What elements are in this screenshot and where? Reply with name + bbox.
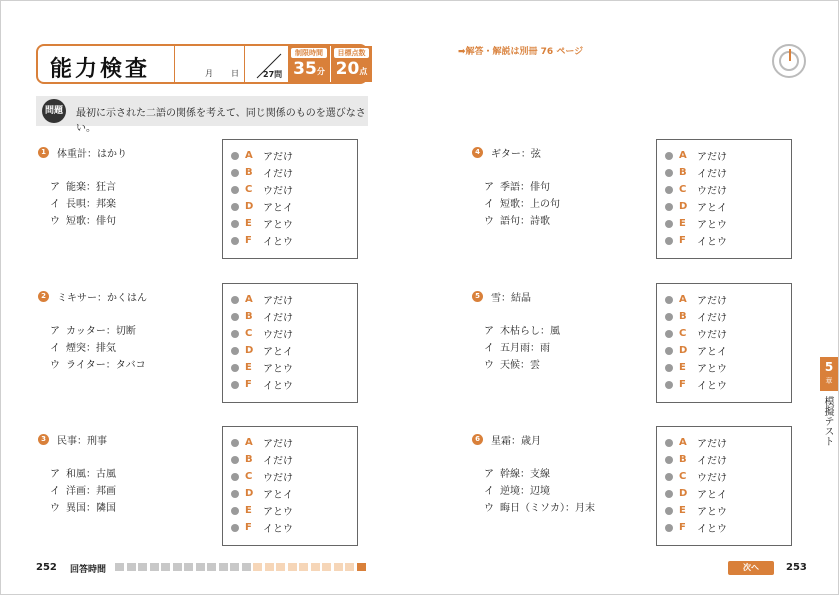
next-button[interactable]: 次へ — [728, 561, 774, 575]
radio-bullet-icon[interactable] — [231, 220, 239, 228]
time-bar-segment — [219, 563, 228, 571]
question-text: 民事：刑事 — [57, 436, 107, 447]
radio-bullet-icon[interactable] — [665, 313, 673, 321]
answer-choice[interactable] — [665, 451, 791, 468]
option-text: 異国：隣国 — [66, 503, 116, 514]
time-bar-segment — [184, 563, 193, 571]
answer-choice[interactable] — [665, 215, 791, 232]
choice-text: イとウ — [697, 381, 727, 392]
right-page-number: 253 — [786, 562, 807, 573]
choice-letter: E — [679, 505, 686, 516]
choice-letter: A — [245, 294, 253, 305]
answer-choices — [656, 139, 792, 259]
time-bar-segment — [207, 563, 216, 571]
answer-reference: ➡解答・解説は別冊 76 ページ — [458, 47, 584, 57]
choice-letter: F — [245, 379, 252, 390]
question-prompt — [472, 432, 541, 447]
question-text: ミキサー：かくはん — [57, 293, 147, 304]
choice-text: アだけ — [263, 439, 293, 450]
radio-bullet-icon[interactable] — [665, 507, 673, 515]
score-field — [244, 46, 288, 82]
radio-bullet-icon[interactable] — [231, 152, 239, 160]
month-label: 月 — [205, 69, 213, 78]
choice-text: アとイ — [697, 490, 727, 501]
choice-text: アとウ — [263, 364, 293, 375]
choice-text: イだけ — [263, 313, 293, 324]
option-text: 逆境：辺境 — [500, 486, 550, 497]
answer-choices — [222, 426, 358, 546]
answer-choice[interactable] — [231, 308, 357, 325]
radio-bullet-icon[interactable] — [665, 381, 673, 389]
answer-choice[interactable] — [231, 519, 357, 536]
choice-letter: F — [679, 235, 686, 246]
option-item — [50, 179, 116, 196]
choice-letter: F — [245, 522, 252, 533]
instruction-bar — [36, 96, 368, 134]
choice-letter: D — [679, 488, 688, 499]
choice-letter: E — [245, 362, 252, 373]
time-bar-segment — [334, 563, 343, 571]
option-text: 煙突：排気 — [66, 343, 116, 354]
answer-choice[interactable] — [231, 181, 357, 198]
radio-bullet-icon[interactable] — [665, 347, 673, 355]
choice-letter: B — [679, 167, 687, 178]
choice-letter: D — [679, 201, 688, 212]
answer-choices — [222, 139, 358, 259]
choice-text: イだけ — [263, 456, 293, 467]
choice-letter: C — [245, 471, 253, 482]
choice-letter: A — [679, 294, 687, 305]
answer-choice[interactable] — [231, 434, 357, 451]
time-limit-unit: 分 — [316, 67, 325, 76]
radio-bullet-icon[interactable] — [231, 347, 239, 355]
option-text: 長唄：邦楽 — [66, 199, 116, 210]
choice-text: ウだけ — [697, 473, 727, 484]
question-text: 雪：結晶 — [491, 293, 531, 304]
date-field — [174, 46, 244, 82]
option-text: 能楽：狂言 — [66, 182, 116, 193]
choice-letter: D — [245, 201, 254, 212]
radio-bullet-icon[interactable] — [665, 330, 673, 338]
target-score-unit: 点 — [359, 67, 368, 76]
day-label: 日 — [231, 69, 239, 78]
question-2 — [38, 289, 388, 419]
choice-text: アとウ — [697, 364, 727, 375]
time-limit-value: 35 — [293, 59, 317, 79]
choice-letter: D — [245, 488, 254, 499]
radio-bullet-icon[interactable] — [231, 439, 239, 447]
option-kana: ア — [50, 326, 60, 337]
choice-letter: C — [679, 328, 687, 339]
choice-letter: E — [679, 362, 686, 373]
choice-letter: A — [245, 437, 253, 448]
option-text: 短歌：上の句 — [500, 199, 560, 210]
answer-choice[interactable] — [665, 325, 791, 342]
choice-text: アとウ — [263, 220, 293, 231]
answer-choice[interactable] — [665, 485, 791, 502]
option-item — [50, 483, 116, 500]
choice-text: イとウ — [697, 524, 727, 535]
time-bar-segment — [173, 563, 182, 571]
choice-letter: C — [679, 184, 687, 195]
chapter-tab[interactable] — [820, 357, 838, 391]
question-prompt — [38, 145, 127, 160]
answer-choice[interactable] — [231, 291, 357, 308]
choice-text: イとウ — [263, 237, 293, 248]
time-bar-segment — [276, 563, 285, 571]
answer-choice[interactable] — [231, 468, 357, 485]
option-item — [50, 500, 116, 517]
option-text: 晦日（ミソカ）：月末 — [500, 503, 595, 514]
radio-bullet-icon[interactable] — [231, 473, 239, 481]
choice-text: ウだけ — [697, 186, 727, 197]
choice-text: アとウ — [263, 507, 293, 518]
time-bar-segment — [288, 563, 297, 571]
option-kana: イ — [50, 343, 60, 354]
radio-bullet-icon[interactable] — [231, 490, 239, 498]
choice-letter: B — [245, 311, 253, 322]
choice-text: ウだけ — [263, 186, 293, 197]
choice-letter: A — [679, 437, 687, 448]
answer-choice[interactable] — [231, 502, 357, 519]
time-bar-segment — [127, 563, 136, 571]
choice-text: イだけ — [697, 456, 727, 467]
choice-letter: E — [245, 218, 252, 229]
answer-choice[interactable] — [231, 147, 357, 164]
question-prompt — [472, 289, 531, 304]
radio-bullet-icon[interactable] — [231, 364, 239, 372]
option-item — [50, 196, 116, 213]
radio-bullet-icon[interactable] — [665, 186, 673, 194]
right-page — [420, 0, 839, 595]
choice-letter: B — [245, 167, 253, 178]
question-number: 6 — [472, 434, 483, 445]
answer-choice[interactable] — [665, 468, 791, 485]
choice-letter: D — [245, 345, 254, 356]
option-list — [484, 466, 595, 517]
answer-choices — [656, 426, 792, 546]
answer-choice[interactable] — [665, 342, 791, 359]
radio-bullet-icon[interactable] — [231, 381, 239, 389]
option-item — [50, 466, 116, 483]
option-list — [484, 179, 560, 230]
answer-choice[interactable] — [665, 232, 791, 249]
option-item — [484, 323, 560, 340]
choice-letter: C — [245, 328, 253, 339]
question-number: 2 — [38, 291, 49, 302]
choice-letter: D — [679, 345, 688, 356]
option-kana: ウ — [50, 360, 60, 371]
header-box — [36, 44, 368, 84]
choice-text: ウだけ — [697, 330, 727, 341]
answer-choice[interactable] — [231, 485, 357, 502]
option-kana: ア — [50, 182, 60, 193]
choice-text: アとウ — [697, 220, 727, 231]
answer-choice[interactable] — [231, 342, 357, 359]
option-kana: イ — [484, 486, 494, 497]
answer-choice[interactable] — [665, 181, 791, 198]
option-kana: ウ — [484, 216, 494, 227]
radio-bullet-icon[interactable] — [231, 507, 239, 515]
radio-bullet-icon[interactable] — [665, 490, 673, 498]
choice-text: イとウ — [263, 381, 293, 392]
time-bar-segment — [230, 563, 239, 571]
option-text: 天候：雲 — [500, 360, 540, 371]
answer-choice[interactable] — [665, 291, 791, 308]
question-1 — [38, 145, 388, 275]
option-text: カッター：切断 — [66, 326, 136, 337]
answer-choice[interactable] — [665, 434, 791, 451]
option-text: 短歌：俳句 — [66, 216, 116, 227]
choice-text: ウだけ — [263, 473, 293, 484]
answer-choice[interactable] — [665, 164, 791, 181]
time-bar-segment — [242, 563, 251, 571]
answer-choice[interactable] — [231, 325, 357, 342]
option-kana: ウ — [50, 503, 60, 514]
option-item — [484, 213, 560, 230]
answer-choice[interactable] — [665, 147, 791, 164]
answer-time-label: 回答時間 — [70, 565, 107, 575]
choice-letter: F — [679, 379, 686, 390]
option-text: 幹線：支線 — [500, 469, 550, 480]
question-6 — [472, 432, 822, 562]
option-item — [484, 357, 560, 374]
radio-bullet-icon[interactable] — [231, 313, 239, 321]
option-kana: ウ — [484, 503, 494, 514]
radio-bullet-icon[interactable] — [231, 237, 239, 245]
time-bar-segment — [253, 563, 262, 571]
time-bar-segment — [161, 563, 170, 571]
option-text: 洋画：邦画 — [66, 486, 116, 497]
option-item — [484, 196, 560, 213]
choice-text: イだけ — [697, 313, 727, 324]
option-kana: ア — [50, 469, 60, 480]
answer-choice[interactable] — [231, 232, 357, 249]
radio-bullet-icon[interactable] — [665, 237, 673, 245]
option-kana: イ — [484, 199, 494, 210]
answer-choice[interactable] — [665, 502, 791, 519]
page-title: 能力検査 — [50, 57, 151, 82]
answer-choice[interactable] — [231, 164, 357, 181]
answer-choice[interactable] — [231, 198, 357, 215]
option-item — [50, 323, 146, 340]
target-score-badge — [330, 46, 372, 82]
option-kana: ア — [484, 326, 494, 337]
option-kana: イ — [50, 199, 60, 210]
time-bar-segment — [299, 563, 308, 571]
option-item — [484, 179, 560, 196]
option-item — [50, 213, 116, 230]
option-text: 語句：詩歌 — [500, 216, 550, 227]
choice-text: アだけ — [263, 152, 293, 163]
choice-text: イとウ — [263, 524, 293, 535]
instruction-text: 最初に示された二語の関係を考えて、同じ関係のものを選びなさい。 — [76, 108, 366, 134]
option-item — [484, 340, 560, 357]
time-limit-badge — [288, 46, 330, 82]
time-bar-segment — [357, 563, 366, 571]
question-number: 5 — [472, 291, 483, 302]
question-text: ギター：弦 — [491, 149, 541, 160]
choice-letter: A — [679, 150, 687, 161]
choice-text: アだけ — [263, 296, 293, 307]
choice-text: ウだけ — [263, 330, 293, 341]
radio-bullet-icon[interactable] — [665, 152, 673, 160]
question-prompt — [38, 432, 107, 447]
question-prompt — [38, 289, 147, 304]
radio-bullet-icon[interactable] — [231, 169, 239, 177]
choice-text: アとウ — [697, 507, 727, 518]
question-prompt — [472, 145, 541, 160]
option-text: 季語：俳句 — [500, 182, 550, 193]
chapter-unit: 章 — [825, 377, 833, 385]
question-4 — [472, 145, 822, 275]
chapter-number: 5 — [824, 360, 834, 374]
question-text: 星霜：歳月 — [491, 436, 541, 447]
radio-bullet-icon[interactable] — [665, 169, 673, 177]
answer-choice[interactable] — [665, 308, 791, 325]
answer-choice[interactable] — [231, 451, 357, 468]
choice-text: アだけ — [697, 296, 727, 307]
target-score-value: 20 — [335, 59, 360, 79]
choice-text: イだけ — [697, 169, 727, 180]
answer-choice[interactable] — [231, 359, 357, 376]
radio-bullet-icon[interactable] — [665, 473, 673, 481]
choice-text: イとウ — [697, 237, 727, 248]
radio-bullet-icon[interactable] — [665, 364, 673, 372]
option-kana: ウ — [50, 216, 60, 227]
answer-choice[interactable] — [231, 376, 357, 393]
answer-choice[interactable] — [231, 215, 357, 232]
choice-text: アとイ — [263, 347, 293, 358]
time-limit-label: 制限時間 — [291, 48, 327, 58]
choice-letter: F — [245, 235, 252, 246]
answer-choice[interactable] — [665, 359, 791, 376]
choice-letter: B — [245, 454, 253, 465]
time-bar-segment — [138, 563, 147, 571]
option-list — [50, 323, 146, 374]
timer-icon-hand — [789, 49, 791, 61]
option-list — [50, 466, 116, 517]
question-number: 4 — [472, 147, 483, 158]
radio-bullet-icon[interactable] — [665, 456, 673, 464]
radio-bullet-icon[interactable] — [665, 524, 673, 532]
option-item — [50, 357, 146, 374]
answer-choice[interactable] — [665, 198, 791, 215]
left-page — [0, 0, 419, 595]
choice-letter: E — [245, 505, 252, 516]
radio-bullet-icon[interactable] — [231, 330, 239, 338]
time-bar-segment — [265, 563, 274, 571]
chapter-label: 模擬テスト — [822, 396, 833, 446]
option-kana: ウ — [484, 360, 494, 371]
choice-text: アだけ — [697, 439, 727, 450]
choice-text: アとイ — [263, 490, 293, 501]
question-badge: 問題 — [42, 99, 66, 123]
radio-bullet-icon[interactable] — [231, 186, 239, 194]
choice-letter: B — [679, 311, 687, 322]
option-kana: イ — [50, 486, 60, 497]
time-bar-segment — [345, 563, 354, 571]
answer-choices — [656, 283, 792, 403]
question-3 — [38, 432, 388, 562]
radio-bullet-icon[interactable] — [231, 456, 239, 464]
time-bar-segment — [311, 563, 320, 571]
radio-bullet-icon[interactable] — [665, 296, 673, 304]
option-item — [484, 500, 595, 517]
choice-letter: E — [679, 218, 686, 229]
answer-choice[interactable] — [665, 519, 791, 536]
radio-bullet-icon[interactable] — [231, 203, 239, 211]
choice-text: アとイ — [263, 203, 293, 214]
choice-letter: B — [679, 454, 687, 465]
option-kana: イ — [484, 343, 494, 354]
option-item — [484, 483, 595, 500]
radio-bullet-icon[interactable] — [665, 220, 673, 228]
option-text: 五月雨：雨 — [500, 343, 550, 354]
choice-letter: C — [679, 471, 687, 482]
radio-bullet-icon[interactable] — [665, 439, 673, 447]
option-kana: ア — [484, 469, 494, 480]
choice-text: アとイ — [697, 203, 727, 214]
choice-text: アだけ — [697, 152, 727, 163]
radio-bullet-icon[interactable] — [665, 203, 673, 211]
choice-text: アとイ — [697, 347, 727, 358]
answer-time-bar — [115, 563, 368, 571]
radio-bullet-icon[interactable] — [231, 524, 239, 532]
option-item — [484, 466, 595, 483]
option-text: ライター：タバコ — [66, 360, 146, 371]
question-text: 体重計：はかり — [57, 149, 127, 160]
option-kana: ア — [484, 182, 494, 193]
option-item — [50, 340, 146, 357]
time-bar-segment — [150, 563, 159, 571]
left-page-number: 252 — [36, 562, 57, 573]
choice-text: イだけ — [263, 169, 293, 180]
option-text: 木枯らし：風 — [500, 326, 560, 337]
answer-choices — [222, 283, 358, 403]
time-bar-segment — [322, 563, 331, 571]
timer-icon — [772, 44, 806, 78]
question-5 — [472, 289, 822, 419]
option-text: 和風：古風 — [66, 469, 116, 480]
option-list — [484, 323, 560, 374]
target-score-label: 目標点数 — [334, 48, 369, 58]
choice-letter: F — [679, 522, 686, 533]
question-number: 3 — [38, 434, 49, 445]
time-bar-segment — [115, 563, 124, 571]
choice-letter: A — [245, 150, 253, 161]
time-bar-segment — [196, 563, 205, 571]
question-number: 1 — [38, 147, 49, 158]
choice-letter: C — [245, 184, 253, 195]
radio-bullet-icon[interactable] — [231, 296, 239, 304]
answer-choice[interactable] — [665, 376, 791, 393]
option-list — [50, 179, 116, 230]
score-total: 27問 — [263, 70, 283, 79]
